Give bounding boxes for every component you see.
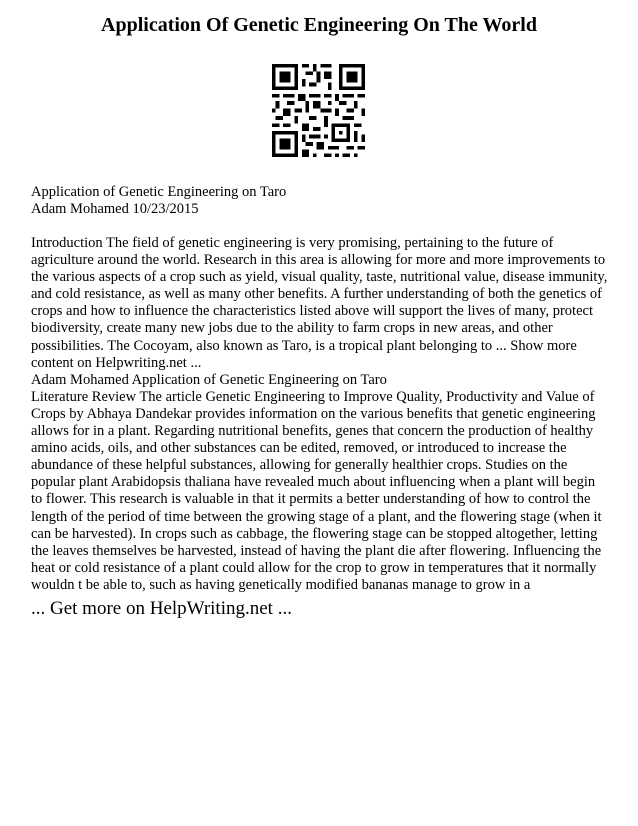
- subtitle: Application of Genetic Engineering on Taro: [31, 184, 287, 200]
- get-more-link[interactable]: ... Get more on HelpWriting.net ...: [31, 598, 292, 619]
- page-title: Application Of Genetic Engineering On The World: [101, 14, 537, 36]
- paragraph-introduction: Introduction The field of genetic engineering is very promising, pertaining to the future of agriculture around the world. Research in this area is allowing for more and more improvements to the various aspects of a crop such as yield, visual quality, taste, nutritional value, disease immunity, and cold resistance, as well as many other benefits. A further understanding of both the genetics of crops and how to influence the characteristics listed above will support the lives of many, protect biodiversity, create many new jobs due to the ability to farm crops in new areas, and other possibilities. The Cocoyam, also known as Taro, is a tropical plant belonging to ... Show more content on Helpwriting.net ...: [31, 235, 608, 371]
- repeat-heading: Adam Mohamed Application of Genetic Engineering on Taro: [31, 371, 387, 388]
- qr-code-icon: [272, 64, 365, 157]
- document-meta: [31, 184, 286, 218]
- article-body: [31, 235, 609, 594]
- paragraph-literature-review: Literature Review The article Genetic Engineering to Improve Quality, Productivity and Value of Crops by Abhaya Dandekar provides information on the various benefits that genetic engineering allows for in a plant. Regarding nutritional benefits, genes that concern the production of healthy amino acids, oils, and other substances can be edited, removed, or introduced to increase the abundance of these helpful substances, allowing for generally healthier crops. Studies on the popular plant Arabidopsis thaliana have revealed much about influencing when a plant will begin to flower. This research is valuable in that it permits a better understanding of how to control the length of the period of time between the growing stage of a plant, and the flowering stage (when it can be harvested). In crops such as cabbage, the flowering stage can be stopped altogether, letting the leaves themselves be harvested, instead of having the plant die after flowering. Influencing the heat or cold resistance of a plant could allow for the crop to grow in temperatures that it normally wouldn t be able to, such as having genetically modified bananas manage to grow in a: [31, 388, 602, 593]
- byline: Adam Mohamed 10/23/2015: [31, 201, 199, 217]
